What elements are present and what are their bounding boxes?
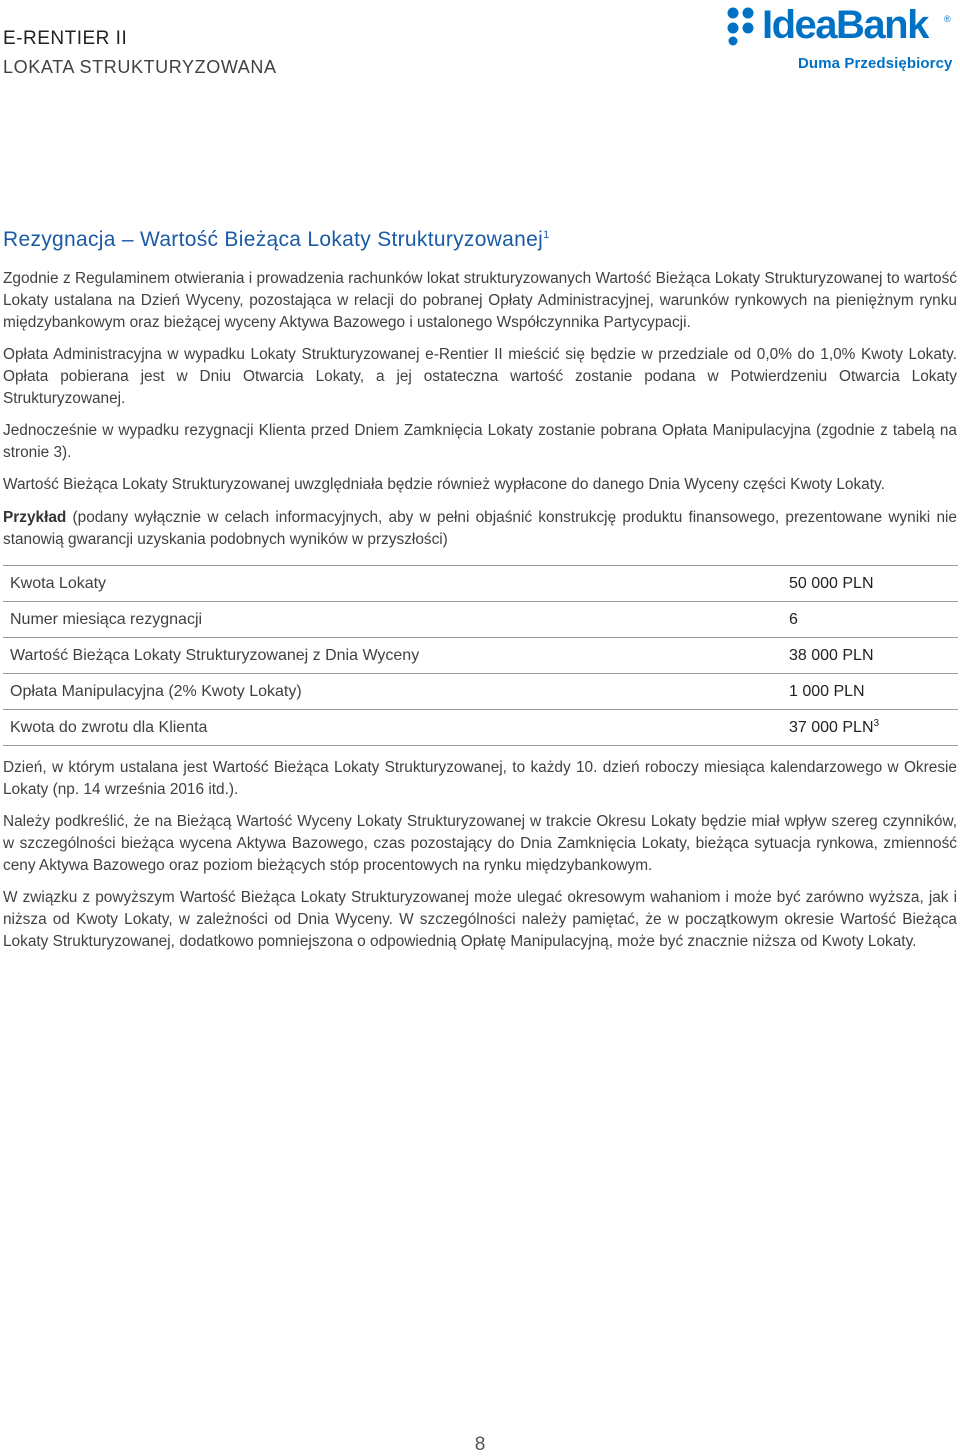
row-value <box>780 710 958 746</box>
table-row <box>3 602 958 638</box>
row-value-text: 38 000 PLN <box>789 646 874 664</box>
row-value-text: 6 <box>789 610 798 628</box>
example-disclaimer: (podany wyłącznie w celach informacyjnych, aby w pełni objaśnić konstrukcję produktu finansowego, prezentowane wyniki nie stanowią gwarancji uzyskania podobnych wyników w przyszłości) <box>3 509 957 548</box>
paragraph-payouts: Wartość Bieżąca Lokaty Strukturyzowanej uwzględniała będzie również wypłacone do danego Dnia Wyceny części Kwoty Lokaty. <box>3 476 885 493</box>
paragraph-factors: Należy podkreślić, że na Bieżącą Wartość Wyceny Lokaty Strukturyzowanej w trakcie Okresu Lokaty będzie miał wpływ szereg czynników, w szczególności bieżąca wycena Aktywa Bazowego, czas pozostający do Dnia Zamknięcia Lokaty, bieżąca sytuacja rynkowa, zmienność ceny Aktywa Bazowego oraz poziom bieżących stóp procentowych na rynku międzybankowym. <box>3 813 957 874</box>
row-label: Opłata Manipulacyjna (2% Kwoty Lokaty) <box>3 674 780 710</box>
row-label: Wartość Bieżąca Lokaty Strukturyzowanej z Dnia Wyceny <box>3 638 780 674</box>
row-footnote: 3 <box>873 718 880 729</box>
table-row <box>3 674 958 710</box>
paragraph-handling-fee: Jednocześnie w wypadku rezygnacji Klienta przed Dniem Zamknięcia Lokaty zostanie pobrana Opłata Manipulacyjna (zgodnie z tabelą na stronie 3). <box>3 422 957 461</box>
section-title-text: Rezygnacja – Wartość Bieżąca Lokaty Strukturyzowanej <box>3 228 544 251</box>
row-value <box>780 638 958 674</box>
row-value-text: 50 000 PLN <box>789 574 874 592</box>
example-label: Przykład <box>3 509 67 526</box>
paragraph-fluctuation: W związku z powyższym Wartość Bieżąca Lokaty Strukturyzowanej może ulegać okresowym wahaniom i może być zarówno wyższa, jak i niższa od Kwoty Lokaty, w zależności od Dnia Wyceny. W szczególności należy pamiętać, że w początkowym okresie Wartość Bieżąca Lokaty Strukturyzowanej, dodatkowo pomniejszona o odpowiednią Opłatę Manipulacyjną, może być znacznie niższa od Kwoty Lokaty. <box>3 889 957 950</box>
paragraph-admin-fee: Opłata Administracyjna w wypadku Lokaty Strukturyzowanej e-Rentier II mieścić się będzie w przedziale od 0,0% do 1,0% Kwoty Lokaty. Opłata pobierana jest w Dniu Otwarcia Lokaty, a jej ostateczna wartość zostanie podana w Potwierdzeniu Otwarcia Lokaty Strukturyzowanej. <box>3 346 957 407</box>
example-table <box>3 565 958 746</box>
paragraph-valuation-day: Dzień, w którym ustalana jest Wartość Bieżąca Lokaty Strukturyzowanej, to każdy 10. dzień roboczy miesiąca kalendarzowego w Okresie Lokaty (np. 14 września 2016 itd.). <box>3 759 957 798</box>
row-value <box>780 602 958 638</box>
row-value <box>780 566 958 602</box>
logo-wordmark: IdeaBank <box>762 3 928 47</box>
page-number: 8 <box>474 1434 486 1455</box>
table-row <box>3 638 958 674</box>
row-label: Kwota do zwrotu dla Klienta <box>3 710 780 746</box>
row-label: Numer miesiąca rezygnacji <box>3 602 780 638</box>
product-name: E-RENTIER II <box>3 28 128 49</box>
idea-bank-logo <box>726 4 956 76</box>
section-title-footnote: 1 <box>543 229 550 241</box>
row-label: Kwota Lokaty <box>3 566 780 602</box>
registered-mark: ® <box>944 14 951 24</box>
row-value-text: 37 000 PLN <box>789 719 874 736</box>
paragraph-example-intro <box>3 507 957 551</box>
row-value-text: 1 000 PLN <box>789 682 865 700</box>
logo-dots-icon <box>726 6 756 46</box>
table-row <box>3 566 958 602</box>
section-title <box>3 222 549 253</box>
table-row <box>3 710 958 746</box>
row-value <box>780 674 958 710</box>
brand-tagline: Duma Przedsiębiorcy <box>798 55 953 72</box>
paragraph-definition: Zgodnie z Regulaminem otwierania i prowadzenia rachunków lokat strukturyzowanych Wartość Bieżąca Lokaty Strukturyzowanej to wartość Lokaty ustalana na Dzień Wyceny, pozostająca w relacji do pobranej Opłaty Administracyjnej, warunków rynkowych na pieniężnym rynku międzybankowym oraz bieżącej wyceny Aktywa Bazowego i ustalonego Współczynnika Partycypacji. <box>3 270 957 331</box>
product-type: LOKATA STRUKTURYZOWANA <box>3 57 277 77</box>
